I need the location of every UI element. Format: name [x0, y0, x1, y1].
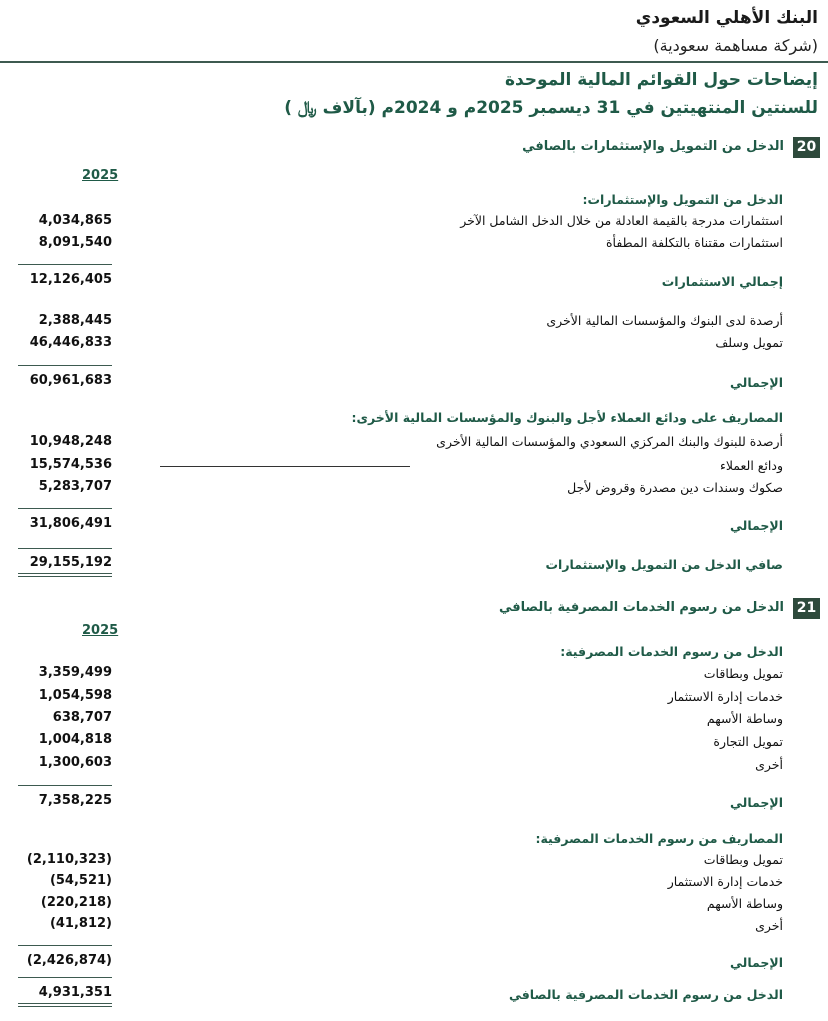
total-investments-amount: 12,126,405: [29, 272, 112, 287]
note-20-number: 20: [793, 137, 820, 158]
line-item-amount: 10,948,248: [29, 434, 112, 449]
line-item-amount: 8,091,540: [38, 235, 112, 250]
total-fee-income-amount: 7,358,225: [38, 793, 112, 808]
line-item-amount: 2,388,445: [38, 313, 112, 328]
line-item-amount: 46,446,833: [29, 335, 112, 350]
grand-total-double-rule: [18, 1003, 112, 1007]
line-item-amount: 638,707: [52, 710, 112, 725]
total-expense-label: الإجمالي: [729, 518, 783, 533]
note-21-title: الدخل من رسوم الخدمات المصرفية بالصافي: [498, 600, 784, 615]
subtotal-rule: [18, 508, 112, 509]
net-income-label: صافي الدخل من التمويل والإستثمارات: [545, 557, 783, 572]
net-fee-income-label: الدخل من رسوم الخدمات المصرفية بالصافي: [508, 987, 783, 1002]
line-item-amount: 1,004,818: [38, 732, 112, 747]
grand-total-double-rule: [18, 573, 112, 577]
line-item-label: صكوك وسندات دين مصدرة وقروض لأجل: [567, 480, 783, 495]
line-item-amount: (41,812): [49, 916, 112, 931]
line-item-label: أخرى: [755, 918, 783, 933]
line-item-label: تمويل وبطاقات: [703, 852, 783, 867]
line-item-label: استثمارات مقتناة بالتكلفة المطفأة: [605, 235, 783, 250]
subtotal-rule: [18, 264, 112, 265]
total-investments-label: إجمالي الاستثمارات: [661, 274, 783, 289]
line-item-label: أرصدة للبنوك والبنك المركزي السعودي والمؤسسات المالية الأخرى: [436, 434, 783, 449]
note-21-year-header: 2025: [82, 623, 119, 638]
total-fee-expense-amount: (2,426,874): [26, 953, 112, 968]
line-item-label: ودائع العملاء: [719, 458, 783, 473]
line-item-amount: 1,300,603: [38, 755, 112, 770]
subtotal-rule: [18, 977, 112, 978]
statement-subtitle: للسنتين المنتهيتين في 31 ديسمبر 2025م و 2024م (بآلاف ﷼ ): [284, 98, 818, 118]
line-item-label: أرصدة لدى البنوك والمؤسسات المالية الأخرى: [546, 313, 783, 328]
total-income-amount: 60,961,683: [29, 373, 112, 388]
net-income-amount: 29,155,192: [29, 555, 112, 570]
subtotal-rule: [18, 365, 112, 366]
line-item-amount: (2,110,323): [26, 852, 112, 867]
line-item-label: تمويل وبطاقات: [703, 666, 783, 681]
note-20-income-heading: الدخل من التمويل والإستثمارات:: [582, 192, 783, 207]
line-item-label: أخرى: [755, 757, 783, 772]
line-item-amount: 3,359,499: [38, 665, 112, 680]
note-20-title: الدخل من التمويل والإستثمارات بالصافي: [522, 139, 784, 154]
line-item-amount: 15,574,536: [29, 457, 112, 472]
line-item-label: خدمات إدارة الاستثمار: [667, 874, 783, 889]
subtotal-rule: [18, 785, 112, 786]
line-item-label: خدمات إدارة الاستثمار: [667, 689, 783, 704]
net-fee-income-amount: 4,931,351: [38, 985, 112, 1000]
line-item-label: وساطة الأسهم: [706, 896, 783, 911]
bank-type: (شركة مساهمة سعودية): [653, 36, 818, 55]
line-item-amount: (54,521): [49, 873, 112, 888]
line-item-amount: 5,283,707: [38, 479, 112, 494]
total-fee-income-label: الإجمالي: [729, 795, 783, 810]
total-expense-amount: 31,806,491: [29, 516, 112, 531]
bank-name: البنك الأهلي السعودي: [635, 8, 818, 28]
line-item-label: وساطة الأسهم: [706, 711, 783, 726]
line-item-amount: 1,054,598: [38, 688, 112, 703]
subtotal-rule: [18, 548, 112, 549]
line-item-label: تمويل التجارة: [713, 734, 783, 749]
note-21-income-heading: الدخل من رسوم الخدمات المصرفية:: [560, 644, 783, 659]
total-income-label: الإجمالي: [729, 375, 783, 390]
line-item-label: استثمارات مدرجة بالقيمة العادلة من خلال الدخل الشامل الآخر: [460, 213, 783, 228]
line-item-amount: (220,218): [40, 895, 112, 910]
handwritten-underline-mark: [160, 466, 410, 467]
note-20-year-header: 2025: [82, 168, 119, 183]
header-divider: [0, 61, 828, 63]
note-21-expense-heading: المصاريف من رسوم الخدمات المصرفية:: [535, 831, 783, 846]
line-item-amount: 4,034,865: [38, 213, 112, 228]
statement-title: إيضاحات حول القوائم المالية الموحدة: [504, 70, 818, 90]
note-20-expense-heading: المصاريف على ودائع العملاء لأجل والبنوك والمؤسسات المالية الأخرى:: [351, 410, 783, 425]
note-21-number: 21: [793, 598, 820, 619]
line-item-label: تمويل وسلف: [715, 335, 783, 350]
total-fee-expense-label: الإجمالي: [729, 955, 783, 970]
subtotal-rule: [18, 945, 112, 946]
